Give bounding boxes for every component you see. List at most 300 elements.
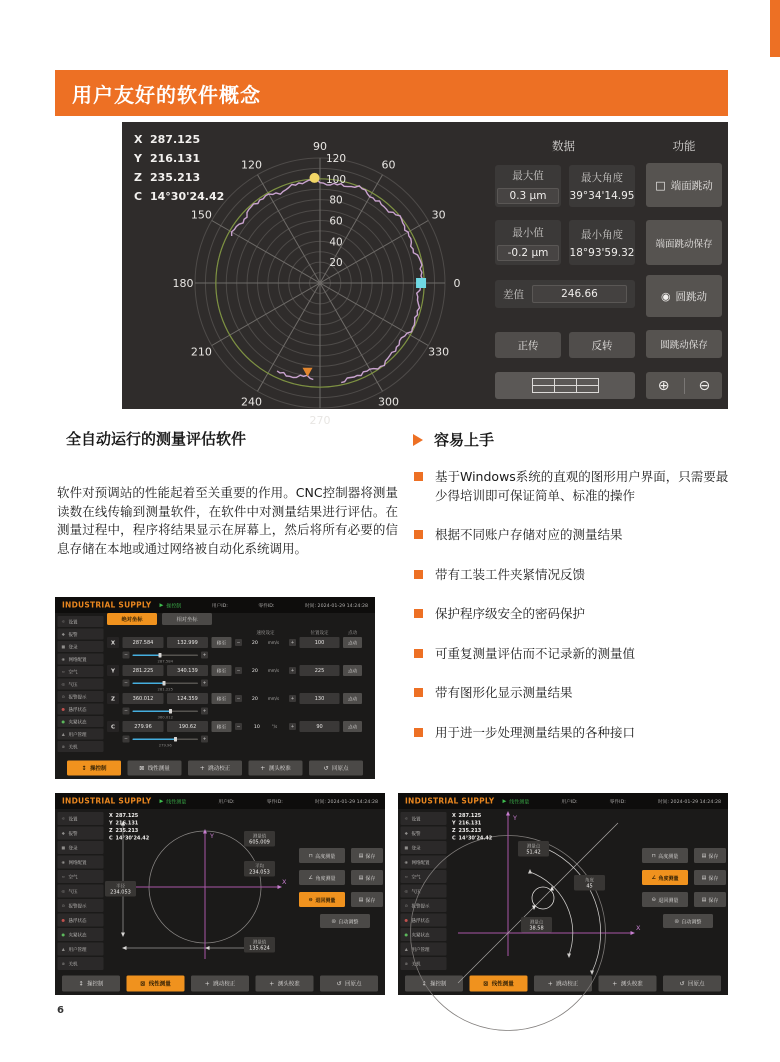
bottom-tab-操控制[interactable]: [62, 976, 120, 992]
jog-position-field: 130: [300, 693, 340, 704]
square-bullet-icon: [414, 688, 423, 697]
slider-increase-button[interactable]: +: [202, 736, 207, 742]
sidebar-item-label: 报警提示: [411, 903, 430, 909]
axis-letter: X: [134, 133, 143, 146]
跳动校正-icon: +: [204, 980, 210, 987]
move-to-button[interactable]: 移至: [212, 721, 232, 732]
axis-row-C: [107, 721, 362, 748]
coordinate-readout: [134, 130, 224, 149]
slider-thumb[interactable]: [159, 653, 162, 658]
value-box-label: 角度: [584, 878, 594, 883]
min-angle-box: [569, 220, 635, 265]
报警提示-icon: ⊙: [61, 694, 65, 699]
auto-adjust-label: 自动调整: [338, 919, 359, 925]
intro-paragraph: 软件对预调站的性能起着至关重要的作用。CNC控制器将测量读数在线传输到测量软件，在软件中对测量结果进行评估。在测量过程中，程序将结果显示在屏幕上，然后将所有必要的信息存储在本地或通过网络被自动化系统调用。: [57, 485, 398, 556]
measure-button-label: 退回测量: [315, 897, 336, 904]
空气-icon: ≈: [404, 874, 408, 879]
zoom-in-icon[interactable]: ⊕: [657, 377, 670, 394]
jog-button[interactable]: 点动: [343, 721, 362, 732]
夹紧状态-icon: ●: [404, 932, 408, 937]
slider-track[interactable]: [133, 682, 199, 684]
气压-icon: ◎: [404, 888, 408, 894]
跳动校正-icon: +: [199, 764, 205, 772]
feature-bullet: [414, 566, 736, 585]
part-id-label: 零件ID:: [609, 799, 626, 805]
column-header: 点动: [347, 630, 357, 636]
measure-button-row: [299, 870, 383, 885]
jog-button[interactable]: 点动: [343, 665, 362, 676]
设置-icon: ☼: [404, 816, 409, 821]
sidebar-item-label: 设置: [68, 816, 78, 822]
value-box-label: 测量值: [252, 834, 267, 839]
face-runout-button[interactable]: □ 端面跳动: [646, 163, 722, 207]
角度测量-button[interactable]: [642, 870, 688, 885]
slider-fill: [133, 738, 176, 740]
mode-label: 线性测量: [166, 799, 187, 805]
sidebar-item-label: 报警: [68, 831, 78, 837]
speed-value: 20: [251, 639, 258, 646]
table-view-button[interactable]: [495, 372, 635, 399]
part-id-label: 零件ID:: [266, 799, 283, 805]
回原点-icon: ↺: [323, 764, 329, 772]
active-mode-indicator: [159, 797, 186, 805]
sidebar-item-报警[interactable]: [58, 629, 104, 640]
svg-text:60: 60: [381, 158, 396, 172]
move-to-button[interactable]: 移至: [212, 637, 232, 648]
报警提示-icon: ⊙: [61, 903, 65, 908]
悬浮状态-icon: ●: [61, 917, 65, 923]
axis-chip: X: [107, 637, 119, 648]
screenshot-control-screen: [55, 597, 375, 779]
sidebar-item-label: 夹紧状态: [411, 932, 430, 938]
bottom-tab-跳动校正[interactable]: [191, 976, 249, 992]
axis-value: 14°30'24.42: [458, 835, 493, 841]
axis-letter: C: [109, 835, 113, 841]
measure-button-label: 角度测量: [315, 875, 336, 882]
操控制-icon: ↕: [78, 980, 84, 987]
sidebar-item-label: 空气: [68, 874, 78, 880]
min-value-label: 最小值: [512, 226, 544, 239]
sidebar-item-label: 夹紧状态: [68, 719, 87, 725]
sidebar-item-网络配置[interactable]: [58, 654, 104, 665]
speed-unit: mm/s: [267, 640, 280, 645]
header-left-group: [62, 601, 181, 610]
feature-bullet: [414, 724, 736, 743]
slider-decrease-button[interactable]: −: [124, 708, 128, 714]
min-value: -0.2 μm: [497, 245, 559, 261]
登录-icon: ■: [404, 845, 409, 850]
app-window: [55, 793, 385, 995]
measure-button-row: [642, 892, 726, 907]
bottom-tab-线性测量[interactable]: [128, 761, 182, 776]
feature-bullet: [414, 468, 736, 505]
slider-decrease-button[interactable]: −: [124, 736, 128, 742]
position-value-field: 279.96: [123, 721, 164, 732]
axis-row-line: [107, 721, 362, 732]
target-value-field: 124.359: [167, 693, 208, 704]
value-box-label: 测量点: [529, 920, 544, 925]
speed-unit: °/s: [271, 724, 278, 729]
machine-coordinates: [452, 812, 492, 842]
page-edge-tab: [770, 0, 780, 57]
axis-letter: X: [452, 813, 456, 819]
tab-label: 线性测量: [148, 980, 171, 987]
sidebar-item-用户管理[interactable]: [58, 729, 104, 740]
axis-letter: Y: [134, 152, 142, 165]
tab-label: 跳动校正: [213, 980, 236, 987]
axis-value: 287.125: [115, 813, 139, 819]
sidebar-item-label: 用户管理: [68, 732, 87, 738]
axis-chip: Z: [107, 693, 119, 704]
save-button-label: 保存: [708, 875, 719, 882]
speed-value: 20: [251, 695, 258, 702]
bottom-tab-操控制[interactable]: [405, 976, 463, 992]
登录-icon: ■: [61, 845, 66, 850]
axis-value: 235.213: [115, 828, 139, 834]
bottom-tab-跳动校正[interactable]: [534, 976, 592, 992]
axis-letter: Y: [109, 820, 113, 826]
auto-adjust-icon: ◎: [674, 918, 679, 924]
axis-slider: [123, 680, 209, 687]
app-main-area: [398, 809, 728, 972]
线性测量-icon: ⊠: [140, 980, 146, 987]
sidebar-item-空气[interactable]: [58, 666, 104, 677]
关机-icon: ⊗: [61, 961, 65, 966]
sidebar-item-label: 关机: [68, 961, 78, 967]
save-icon: ▤: [701, 874, 707, 881]
tab-label: 跳动校正: [556, 980, 579, 987]
sidebar-item-登录[interactable]: [58, 641, 104, 652]
sidebar-item-label: 悬浮状态: [411, 918, 430, 924]
sidebar-item-label: 夹紧状态: [68, 932, 87, 938]
bottom-tab-回原点[interactable]: [309, 761, 363, 776]
speed-unit: mm/s: [267, 696, 280, 701]
speed-value: 20: [251, 667, 258, 674]
angle-value-box: [574, 875, 605, 891]
save-button[interactable]: [351, 870, 383, 885]
退回测量-icon: ⊖: [651, 896, 656, 903]
square-bullet-icon: [414, 649, 423, 658]
sidebar-item-label: 登录: [68, 845, 78, 851]
axis-row-Y: [107, 665, 362, 692]
tab-label: 线性测量: [491, 980, 514, 987]
coordinate-readout: [452, 827, 492, 835]
slider-increase-button[interactable]: +: [202, 680, 207, 686]
报警-icon: ◆: [404, 830, 408, 836]
bottom-tab-测头校准[interactable]: [599, 976, 657, 992]
auto-adjust-icon: ◎: [331, 918, 336, 924]
square-bullet-icon: [414, 609, 423, 618]
sidebar-item-label: 设置: [68, 619, 78, 625]
save-button-label: 保存: [365, 897, 376, 904]
difference-box: [495, 280, 635, 308]
speed-increase-button[interactable]: +: [290, 640, 295, 645]
夹紧状态-icon: ●: [61, 932, 65, 937]
slider-fill: [133, 654, 161, 656]
svg-text:X: X: [282, 878, 287, 886]
tab-label: 线性测量: [147, 765, 170, 772]
right-section-heading: 容易上手: [413, 429, 494, 450]
tab-label: 跳动校正: [208, 765, 231, 772]
app-header: [398, 793, 728, 809]
slider-decrease-button[interactable]: −: [124, 652, 128, 658]
save-button[interactable]: [694, 892, 726, 907]
axis-row-X: [107, 637, 362, 664]
bottom-tab-回原点[interactable]: [663, 976, 721, 992]
coord-tab-绝对坐标[interactable]: 绝对坐标: [107, 613, 157, 625]
sidebar-item-label: 报警: [411, 831, 421, 837]
sidebar-item-夹紧状态[interactable]: [58, 716, 104, 727]
coordinate-readout: [109, 835, 149, 843]
reverse-button[interactable]: 反转: [569, 332, 635, 358]
svg-text:90: 90: [313, 140, 327, 153]
min-angle-value: 18°93'59.32: [569, 246, 635, 259]
measure-button-label: 高度测量: [658, 853, 679, 860]
bottom-tab-回原点[interactable]: [320, 976, 378, 992]
bullet-text: 基于Windows系统的直观的图形用户界面，只需要最少得培训即可保证简单、标准的操作: [435, 469, 729, 503]
measure-button-column: [299, 848, 383, 928]
max-angle-label: 最大角度: [581, 172, 623, 184]
svg-text:40: 40: [329, 236, 343, 249]
bullet-text: 带有工装工件夹紧情况反馈: [435, 566, 586, 582]
speed-unit: mm/s: [267, 668, 280, 673]
网络配置-icon: ◉: [61, 656, 65, 662]
tab-label: 测头校准: [268, 765, 291, 772]
target-value-field: 190.62: [167, 721, 208, 732]
slider-track[interactable]: [133, 654, 199, 656]
sidebar-item-label: 空气: [68, 669, 78, 675]
axis-row-line: [107, 665, 362, 676]
auto-adjust-label: 自动调整: [681, 919, 702, 925]
网络配置-icon: ◉: [404, 859, 408, 865]
coordinate-readout: [452, 835, 492, 843]
slider-track[interactable]: [133, 738, 199, 740]
coordinate-readout: [452, 820, 492, 828]
jog-position-field: 225: [300, 665, 340, 676]
timestamp: 时间: 2024-01-29 14:24:28: [657, 799, 721, 805]
save-button[interactable]: [351, 892, 383, 907]
left-section-heading: 全自动运行的测量评估软件: [66, 430, 247, 448]
sidebar-item-label: 用户管理: [68, 947, 87, 953]
max-value-box: [495, 165, 561, 207]
speed-decrease-button[interactable]: −: [236, 724, 241, 729]
save-button[interactable]: [694, 848, 726, 863]
slider-track[interactable]: [133, 710, 199, 712]
feature-bullet-list: [414, 468, 736, 763]
measure-button-row: [299, 848, 383, 863]
feature-bullet: [414, 526, 736, 545]
sidebar-item-悬浮状态[interactable]: [58, 704, 104, 715]
slider-increase-button[interactable]: +: [202, 652, 207, 658]
speed-decrease-button[interactable]: −: [236, 640, 241, 645]
axis-slider: [123, 652, 209, 659]
报警提示-icon: ⊙: [404, 903, 408, 908]
active-mode-indicator: [502, 797, 529, 805]
svg-text:0: 0: [453, 277, 461, 290]
axis-letter: C: [452, 835, 456, 841]
move-to-button[interactable]: 移至: [212, 693, 232, 704]
speed-increase-button[interactable]: +: [290, 696, 295, 701]
axis-letter: C: [134, 190, 143, 203]
axis-letter: Z: [452, 828, 456, 834]
save-button[interactable]: [351, 848, 383, 863]
jog-button[interactable]: 点动: [343, 637, 362, 648]
play-icon: ▶: [502, 798, 507, 804]
axis-value: 235.213: [150, 171, 201, 184]
svg-text:80: 80: [329, 194, 343, 207]
bottom-tab-测头校准[interactable]: [256, 976, 314, 992]
speed-stepper: [235, 637, 296, 648]
square-bullet-icon: [414, 728, 423, 737]
axis-chip: Y: [107, 665, 119, 676]
mode-label: 线性测量: [509, 799, 530, 805]
app-brand: INDUSTRIAL SUPPLY: [62, 600, 152, 610]
bullet-text: 保护程序级安全的密码保护: [435, 606, 586, 621]
speed-decrease-button[interactable]: −: [236, 696, 241, 701]
slider-thumb[interactable]: [162, 681, 165, 686]
circle-runout-save-button[interactable]: 圆跳动保存: [646, 330, 722, 358]
bottom-tab-操控制[interactable]: [67, 761, 121, 776]
auto-adjust-button[interactable]: [663, 914, 713, 928]
slider-thumb[interactable]: [174, 737, 177, 742]
value-box-label: 平均: [254, 864, 264, 869]
axis-row-Z: [107, 693, 362, 720]
slider-fill: [133, 710, 171, 712]
用户管理-icon: ▲: [61, 946, 65, 952]
circle-runout-button[interactable]: ◉ 圆跳动: [646, 275, 722, 317]
value-box-value: 234.053: [249, 869, 270, 875]
coordinate-readout: [134, 168, 224, 187]
save-button[interactable]: [694, 870, 726, 885]
sidebar-item-label: 网络配置: [68, 657, 87, 663]
save-button-label: 保存: [365, 875, 376, 882]
线性测量-icon: ⊠: [483, 980, 489, 987]
func-panel-title: 功能: [672, 139, 696, 153]
slider-increase-button[interactable]: +: [202, 708, 207, 714]
column-header: 位置设定: [310, 630, 329, 636]
bottom-tab-测头校准[interactable]: [249, 761, 303, 776]
高度测量-button[interactable]: [642, 848, 688, 863]
min-angle-label: 最小角度: [581, 228, 623, 241]
退回测量-button[interactable]: [642, 892, 688, 907]
slider-caption: 279.96: [158, 743, 172, 748]
circle-dot-icon: ◉: [660, 289, 671, 303]
header-left-group: [62, 797, 186, 806]
value-box-value: 38.58: [529, 925, 544, 931]
app-brand: INDUSTRIAL SUPPLY: [405, 796, 495, 806]
coord-tab-相对坐标[interactable]: 相对坐标: [162, 613, 212, 625]
forward-button[interactable]: 正传: [495, 332, 561, 358]
save-icon: ▤: [358, 852, 364, 859]
svg-text:300: 300: [378, 395, 399, 409]
feature-bullet: [414, 605, 736, 624]
sidebar-item-报警提示[interactable]: [58, 691, 104, 702]
测头校准-icon: +: [260, 764, 266, 772]
data-panel-title: 数据: [552, 139, 575, 153]
svg-text:240: 240: [241, 395, 262, 409]
bullet-text: 用于进一步处理测量结果的各种接口: [435, 724, 636, 740]
角度测量-button[interactable]: [299, 870, 345, 885]
slider-thumb[interactable]: [169, 709, 172, 714]
measure-button-row: [642, 848, 726, 863]
sidebar-item-关机[interactable]: [58, 741, 104, 752]
timestamp: 时间: 2024-01-29 14:24:28: [304, 603, 368, 609]
zoom-out-icon[interactable]: ⊖: [698, 377, 711, 394]
回原点-icon: ↺: [336, 980, 342, 987]
slider-caption: 281.225: [157, 687, 173, 692]
tab-label: 操控制: [90, 765, 107, 772]
测头校准-icon: +: [612, 980, 618, 987]
user-id-label: 用户ID:: [561, 799, 578, 805]
max-angle-value: 39°34'14.95: [569, 190, 635, 202]
sidebar-item-label: 用户管理: [411, 947, 430, 953]
sidebar-item-label: 悬浮状态: [68, 918, 87, 924]
move-to-button[interactable]: 移至: [212, 665, 232, 676]
bottom-tab-线性测量[interactable]: [470, 976, 528, 992]
bullet-text: 根据不同账户存储对应的测量结果: [435, 527, 623, 542]
speed-increase-button[interactable]: +: [290, 724, 295, 729]
axis-slider: [123, 736, 209, 743]
jog-button[interactable]: 点动: [343, 693, 362, 704]
axis-value: 14°30'24.42: [150, 190, 225, 203]
角度测量-icon: ∠: [308, 874, 313, 881]
设置-icon: ☼: [61, 619, 66, 624]
悬浮状态-icon: ●: [61, 706, 65, 712]
tab-label: 操控制: [430, 980, 447, 987]
线性测量-icon: ⊠: [139, 764, 145, 772]
设置-icon: ☼: [61, 816, 66, 821]
夹紧状态-icon: ●: [61, 719, 65, 724]
sidebar-item-label: 报警: [68, 632, 78, 638]
操控制-icon: ↕: [421, 980, 427, 987]
speed-decrease-button[interactable]: −: [236, 668, 241, 673]
timestamp: 时间: 2024-01-29 14:24:28: [314, 799, 378, 805]
active-mode-indicator: [159, 601, 181, 609]
sidebar-item-label: 报警提示: [68, 903, 87, 909]
svg-text:120: 120: [325, 153, 347, 165]
position-value-field: 281.225: [123, 665, 164, 676]
sidebar-item-label: 气压: [411, 889, 421, 895]
coordinate-readout: [109, 820, 149, 828]
save-icon: ▤: [701, 896, 707, 903]
value-box-value: 45: [586, 883, 593, 889]
bottom-tab-线性测量[interactable]: [127, 976, 185, 992]
退回测量-button[interactable]: [299, 892, 345, 907]
axis-value: 216.131: [115, 820, 139, 826]
speed-increase-button[interactable]: +: [290, 668, 295, 673]
slider-decrease-button[interactable]: −: [124, 680, 128, 686]
slider-fill: [133, 682, 164, 684]
tab-label: 回原点: [345, 980, 362, 987]
square-bullet-icon: [414, 530, 423, 539]
feature-bullet: [414, 684, 736, 703]
关机-icon: ⊗: [61, 744, 65, 749]
axis-letter: X: [109, 813, 113, 819]
axis-chip: C: [107, 721, 119, 732]
svg-text:210: 210: [190, 345, 212, 359]
svg-text:330: 330: [428, 345, 450, 359]
part-id-label: 零件ID:: [258, 603, 275, 609]
高度测量-button[interactable]: [299, 848, 345, 863]
value-box-label: 半径: [115, 884, 125, 889]
sidebar-item-气压[interactable]: [58, 679, 104, 690]
bottom-tab-跳动校正[interactable]: [188, 761, 242, 776]
auto-adjust-button[interactable]: [320, 914, 370, 928]
target-value-field: 132.999: [167, 637, 208, 648]
用户管理-icon: ▲: [61, 731, 65, 737]
face-runout-save-button[interactable]: 端面跳动保存: [646, 220, 722, 265]
sidebar-item-设置[interactable]: [58, 616, 104, 627]
